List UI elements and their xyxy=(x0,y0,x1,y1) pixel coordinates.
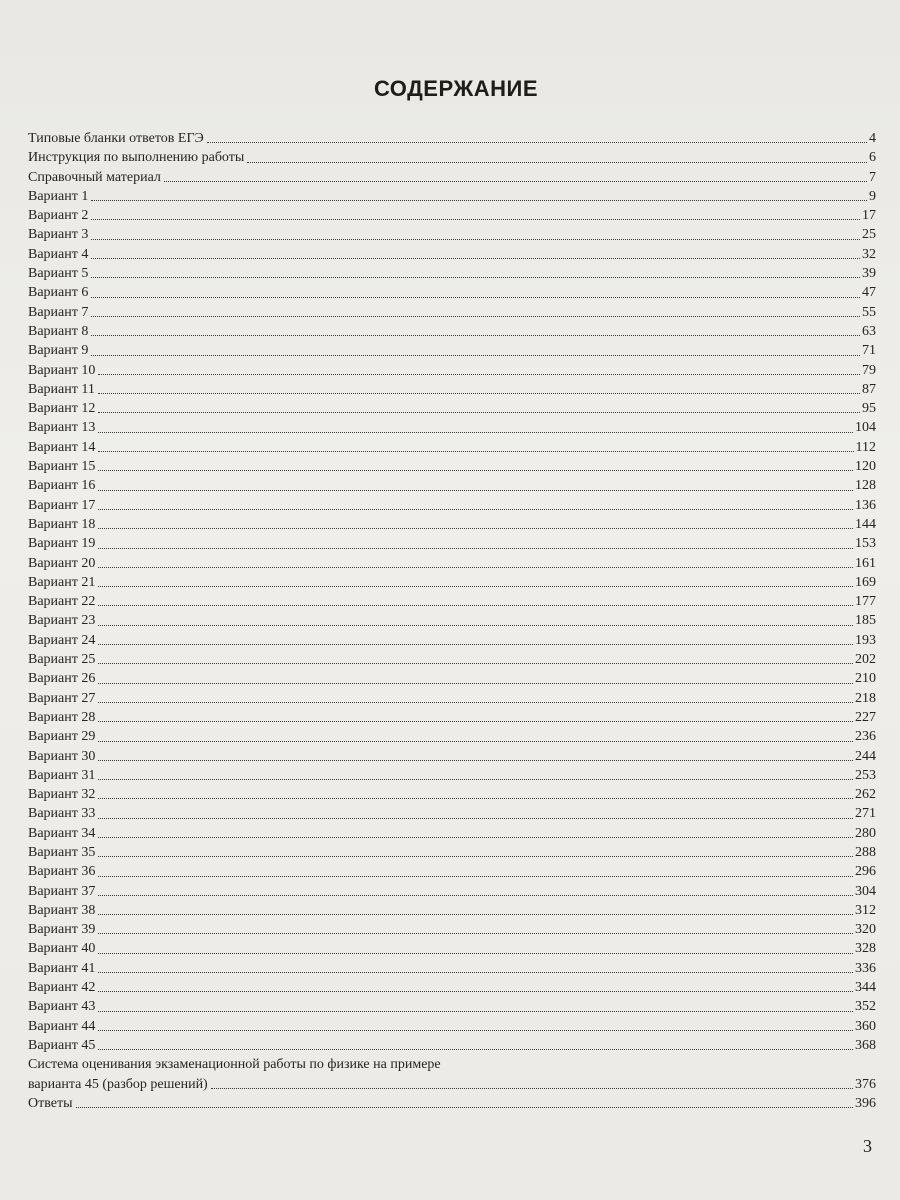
toc-entry xyxy=(28,611,876,630)
toc-entry-page: 304 xyxy=(855,883,876,899)
dot-leader xyxy=(98,741,853,742)
toc-entry-page: 87 xyxy=(862,381,876,397)
toc-entry-title: Вариант 27 xyxy=(28,690,96,706)
page-title: СОДЕРЖАНИЕ xyxy=(373,76,539,101)
dot-leader xyxy=(98,663,853,664)
toc-entry xyxy=(28,129,876,148)
dot-leader xyxy=(98,567,853,568)
toc-entry xyxy=(28,1036,876,1055)
toc-entry-page: 227 xyxy=(855,709,876,725)
toc-entry xyxy=(28,399,876,418)
toc-entry-title: Вариант 35 xyxy=(28,844,96,860)
dot-leader xyxy=(91,239,860,240)
dot-leader xyxy=(98,933,853,934)
toc-entry xyxy=(28,168,876,187)
toc-entry xyxy=(28,804,876,823)
dot-leader xyxy=(211,1088,853,1089)
toc-entry-title: Вариант 2 xyxy=(28,208,89,224)
dot-leader xyxy=(98,586,853,587)
toc-entry xyxy=(28,418,876,437)
toc-entry-title: Вариант 4 xyxy=(28,246,89,262)
dot-leader xyxy=(91,277,860,278)
toc-entry-title: Вариант 28 xyxy=(28,709,96,725)
toc-entry-page: 271 xyxy=(855,806,876,822)
toc-entry-page: 328 xyxy=(855,941,876,957)
toc-entry-page: 262 xyxy=(855,787,876,803)
dot-leader xyxy=(98,721,853,722)
toc-entry xyxy=(28,631,876,650)
toc-entry-title: Вариант 36 xyxy=(28,864,96,880)
dot-leader xyxy=(247,162,867,163)
toc-entry-page: 344 xyxy=(855,980,876,996)
dot-leader xyxy=(98,702,853,703)
toc-entry-page: 368 xyxy=(855,1037,876,1053)
dot-leader xyxy=(98,779,853,780)
toc-entry-title: Справочный материал xyxy=(28,169,161,185)
toc-entry-title: Вариант 9 xyxy=(28,343,89,359)
toc-entry-page: 185 xyxy=(855,613,876,629)
dot-leader xyxy=(91,258,860,259)
dot-leader xyxy=(98,683,853,684)
toc-entry-page: 128 xyxy=(855,478,876,494)
dot-leader xyxy=(98,1011,853,1012)
toc-entry xyxy=(28,882,876,901)
toc-entry-title: Вариант 32 xyxy=(28,787,96,803)
dot-leader xyxy=(98,1030,853,1031)
toc-entry-page: 320 xyxy=(855,922,876,938)
dot-leader xyxy=(98,605,853,606)
dot-leader xyxy=(91,219,860,220)
toc-entry-title: Вариант 41 xyxy=(28,960,96,976)
toc-entry-title: Вариант 7 xyxy=(28,304,89,320)
toc-entry-page: 288 xyxy=(855,844,876,860)
dot-leader xyxy=(98,837,853,838)
dot-leader xyxy=(98,972,853,973)
toc-entry xyxy=(28,920,876,939)
dot-leader xyxy=(98,412,860,413)
toc-entry-title: Вариант 22 xyxy=(28,594,96,610)
toc-entry xyxy=(28,148,876,167)
toc-entry-title: Вариант 45 xyxy=(28,1037,96,1053)
toc-entry-page: 71 xyxy=(862,343,876,359)
toc-entry-title: Вариант 21 xyxy=(28,574,96,590)
toc-entry-title: Вариант 33 xyxy=(28,806,96,822)
dot-leader xyxy=(98,393,860,394)
toc-entry-title-line2-row xyxy=(28,1075,876,1094)
toc-entry-page: 95 xyxy=(862,401,876,417)
toc-entry xyxy=(28,592,876,611)
toc-entry xyxy=(28,476,876,495)
toc-entry xyxy=(28,766,876,785)
toc-entry xyxy=(28,187,876,206)
dot-leader xyxy=(98,760,853,761)
toc-entry-title: Вариант 10 xyxy=(28,362,96,378)
dot-leader xyxy=(98,798,853,799)
toc-entry xyxy=(28,997,876,1016)
toc-entry-page: 32 xyxy=(862,246,876,262)
toc-entry-title: Вариант 14 xyxy=(28,439,96,455)
toc-entry-page: 210 xyxy=(855,671,876,687)
dot-leader xyxy=(98,818,853,819)
toc-entry-page: 104 xyxy=(855,420,876,436)
toc-entry-title: Вариант 31 xyxy=(28,767,96,783)
toc-entry xyxy=(28,862,876,881)
toc-entry xyxy=(28,727,876,746)
toc-entry-title: Вариант 38 xyxy=(28,902,96,918)
toc-entry-page: 244 xyxy=(855,748,876,764)
dot-leader xyxy=(91,316,860,317)
dot-leader xyxy=(91,297,860,298)
toc-entry-title: Вариант 5 xyxy=(28,266,89,282)
toc-entry xyxy=(28,747,876,766)
toc-entry-title: Вариант 43 xyxy=(28,999,96,1015)
toc-entry-title: Вариант 30 xyxy=(28,748,96,764)
toc-entry-title: Вариант 42 xyxy=(28,980,96,996)
toc-entry xyxy=(28,785,876,804)
toc-entry-title: Вариант 12 xyxy=(28,401,96,417)
toc-entry-grading xyxy=(28,1055,876,1094)
toc-entry-title: Вариант 15 xyxy=(28,459,96,475)
toc-entry-page: 236 xyxy=(855,729,876,745)
toc-entry xyxy=(28,669,876,688)
dot-leader xyxy=(98,451,853,452)
toc-entry-title: Вариант 40 xyxy=(28,941,96,957)
toc-entry-title: Вариант 18 xyxy=(28,516,96,532)
toc-entry-title-line1: Система оценивания экзаменационной работы по физике на примере xyxy=(28,1057,441,1073)
toc-entry xyxy=(28,650,876,669)
toc-entry xyxy=(28,708,876,727)
toc-entry-title: Вариант 25 xyxy=(28,652,96,668)
toc-entry xyxy=(28,380,876,399)
toc-entry-page: 253 xyxy=(855,767,876,783)
toc-entry-title-line2: варианта 45 (разбор решений) xyxy=(28,1076,208,1092)
toc-entry xyxy=(28,554,876,573)
toc-entry-page: 79 xyxy=(862,362,876,378)
toc-entry-page: 112 xyxy=(855,439,876,455)
toc-entry xyxy=(28,824,876,843)
toc-entry xyxy=(28,534,876,553)
toc-entry-title: Вариант 34 xyxy=(28,825,96,841)
toc-entry-page: 202 xyxy=(855,652,876,668)
toc-entry-title: Вариант 20 xyxy=(28,555,96,571)
toc-entry-page: 376 xyxy=(855,1076,876,1092)
table-of-contents xyxy=(28,129,876,1113)
toc-entry xyxy=(28,939,876,958)
toc-entry-page: 352 xyxy=(855,999,876,1015)
dot-leader xyxy=(98,644,853,645)
toc-entry-page: 336 xyxy=(855,960,876,976)
toc-entry-title: Вариант 6 xyxy=(28,285,89,301)
toc-entry-page: 296 xyxy=(855,864,876,880)
dot-leader xyxy=(164,181,867,182)
dot-leader xyxy=(98,432,853,433)
toc-entry-page: 7 xyxy=(869,169,876,185)
toc-entry-title: Вариант 13 xyxy=(28,420,96,436)
toc-entry-page: 4 xyxy=(869,131,876,146)
toc-entry-page: 47 xyxy=(862,285,876,301)
toc-entry xyxy=(28,264,876,283)
toc-entry xyxy=(28,843,876,862)
toc-entry-page: 396 xyxy=(855,1095,876,1111)
toc-entry-title: Вариант 37 xyxy=(28,883,96,899)
toc-entry-title: Вариант 26 xyxy=(28,671,96,687)
toc-entry-page: 63 xyxy=(862,323,876,339)
dot-leader xyxy=(98,856,853,857)
toc-entry xyxy=(28,361,876,380)
toc-entry-title: Вариант 39 xyxy=(28,922,96,938)
toc-entry-page: 193 xyxy=(855,632,876,648)
toc-entry xyxy=(28,959,876,978)
toc-entry-title: Вариант 8 xyxy=(28,323,89,339)
toc-entry-page: 9 xyxy=(869,188,876,204)
dot-leader xyxy=(98,1049,853,1050)
dot-leader xyxy=(98,895,853,896)
toc-entry xyxy=(28,206,876,225)
dot-leader xyxy=(91,200,867,201)
dot-leader xyxy=(91,355,860,356)
dot-leader xyxy=(98,953,853,954)
dot-leader xyxy=(98,548,853,549)
toc-entry-page: 136 xyxy=(855,497,876,513)
dot-leader xyxy=(98,991,853,992)
dot-leader xyxy=(91,335,860,336)
dot-leader xyxy=(76,1107,854,1108)
toc-entry xyxy=(28,341,876,360)
toc-entry-page: 39 xyxy=(862,266,876,282)
toc-entry xyxy=(28,573,876,592)
dot-leader xyxy=(98,914,853,915)
toc-entry-title: Вариант 16 xyxy=(28,478,96,494)
toc-entry xyxy=(28,303,876,322)
dot-leader xyxy=(98,490,853,491)
toc-entry-page: 177 xyxy=(855,594,876,610)
toc-entry xyxy=(28,689,876,708)
toc-entry xyxy=(28,438,876,457)
toc-entry-title: Вариант 1 xyxy=(28,188,89,204)
toc-entry xyxy=(28,225,876,244)
toc-entry-page: 312 xyxy=(855,902,876,918)
toc-entry-page: 25 xyxy=(862,227,876,243)
dot-leader xyxy=(98,509,853,510)
toc-entry-page: 144 xyxy=(855,516,876,532)
toc-entry-title: Вариант 3 xyxy=(28,227,89,243)
toc-entry xyxy=(28,1094,876,1113)
toc-entry xyxy=(28,496,876,515)
toc-entry-title: Вариант 11 xyxy=(28,381,95,397)
toc-entry xyxy=(28,515,876,534)
dot-leader xyxy=(98,528,853,529)
toc-entry-page: 153 xyxy=(855,536,876,552)
toc-entry-page: 55 xyxy=(862,304,876,320)
toc-entry-title: Инструкция по выполнению работы xyxy=(28,150,245,166)
toc-entry-page: 169 xyxy=(855,574,876,590)
toc-entry-page: 161 xyxy=(855,555,876,571)
toc-entry-title: Вариант 44 xyxy=(28,1018,96,1034)
toc-entry xyxy=(28,978,876,997)
toc-entry xyxy=(28,283,876,302)
toc-entry xyxy=(28,901,876,920)
toc-entry xyxy=(28,322,876,341)
toc-entry-page: 17 xyxy=(862,208,876,224)
toc-entry-page: 280 xyxy=(855,825,876,841)
toc-entry-title: Вариант 29 xyxy=(28,729,96,745)
dot-leader xyxy=(98,876,853,877)
toc-entry xyxy=(28,245,876,264)
toc-entry xyxy=(28,457,876,476)
toc-entry-title: Вариант 23 xyxy=(28,613,96,629)
toc-entry-page: 218 xyxy=(855,690,876,706)
toc-entry-page: 360 xyxy=(855,1018,876,1034)
toc-entry-title: Вариант 24 xyxy=(28,632,96,648)
dot-leader xyxy=(98,625,853,626)
toc-entry-page: 120 xyxy=(855,459,876,475)
dot-leader xyxy=(98,470,853,471)
dot-leader xyxy=(207,142,867,143)
toc-entry-title: Типовые бланки ответов ЕГЭ xyxy=(28,131,204,146)
toc-entry-page: 6 xyxy=(869,150,876,166)
page-number: 3 xyxy=(863,1136,872,1156)
toc-entry xyxy=(28,1017,876,1036)
toc-entry-title: Ответы xyxy=(28,1095,73,1111)
toc-entry-title: Вариант 19 xyxy=(28,536,96,552)
toc-entry-title: Вариант 17 xyxy=(28,497,96,513)
dot-leader xyxy=(98,374,860,375)
